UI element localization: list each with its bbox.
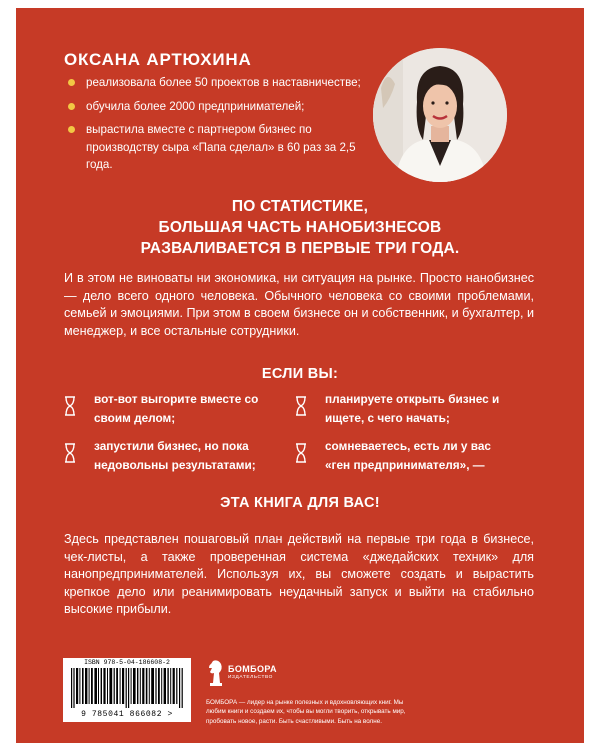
hourglass-icon	[64, 396, 76, 416]
author-bio-item: реализовала более 50 проектов в наставничестве;	[64, 74, 364, 92]
ean-number: 9 785041 866082 >	[81, 710, 173, 719]
author-bio-item: вырастила вместе с партнером бизнес по производству сыра «Папа сделал» в 60 раз за 2,5 года.	[64, 121, 364, 174]
yellow-dot-icon	[68, 126, 75, 133]
yellow-dot-icon	[68, 79, 75, 86]
author-photo	[373, 48, 507, 182]
barcode	[63, 658, 191, 722]
chess-knight-icon	[206, 658, 224, 688]
barcode-bars	[71, 668, 183, 708]
publisher-name: БОМБОРА	[228, 664, 277, 674]
author-name: ОКСАНА АРТЮХИНА	[64, 50, 252, 69]
if-you-heading: ЕСЛИ ВЫ:	[261, 366, 339, 382]
book-for-you-heading: ЭТА КНИГА ДЛЯ ВАС!	[220, 495, 380, 511]
hourglass-icon	[295, 443, 307, 463]
publisher-logo	[206, 658, 296, 694]
headline: ПО СТАТИСТИКЕ, БОЛЬШАЯ ЧАСТЬ НАНОБИЗНЕСОВ РАЗВАЛИВАЕТСЯ В ПЕРВЫЕ ТРИ ГОДА.	[140, 198, 460, 257]
book-back-cover	[16, 8, 584, 743]
list-item: вот-вот выгорите вместе со своим делом;	[64, 390, 274, 428]
yellow-dot-icon	[68, 103, 75, 110]
publisher-subtitle: ИЗДАТЕЛЬСТВО	[228, 675, 273, 680]
author-bio-list	[64, 74, 364, 180]
outro-paragraph: Здесь представлен пошаговый план действий на первые три года в бизнесе, чек-листы, а также проверенная система «джедайских техник» для нанопредпринимателей. Используя их, вы сможете создать и вырастить крепкое дело или реанимировать неудачный запуск и выйти на стабильно высокие прибыли.	[64, 532, 534, 616]
intro-paragraph: И в этом не виноваты ни экономика, ни ситуация на рынке. Просто нанобизнес — дело всего одного человека. Обычного человека со своими проблемами, семьей и эмоциями. При этом в своем бизнесе он и собственник, и бухгалтер, и менеджер, и все остальные сотрудники.	[64, 271, 534, 338]
isbn-label: ISBN 978-5-04-186608-2	[84, 659, 170, 666]
list-item: планируете открыть бизнес и ищете, с чего начать;	[295, 390, 505, 428]
publisher-description: БОМБОРА — лидер на рынке полезных и вдохновляющих книг. Мы любим книги и создаем их, чтобы вы могли творить, открывать мир, пробовать новое, расти. Быть счастливыми. Быть на волне.	[206, 699, 406, 725]
hourglass-icon	[64, 443, 76, 463]
list-item: сомневаетесь, есть ли у вас «ген предпринимателя», —	[295, 437, 505, 475]
author-bio-item: обучила более 2000 предпринимателей;	[64, 98, 364, 116]
list-item: запустили бизнес, но пока недовольны результатами;	[64, 437, 274, 475]
hourglass-icon	[295, 396, 307, 416]
